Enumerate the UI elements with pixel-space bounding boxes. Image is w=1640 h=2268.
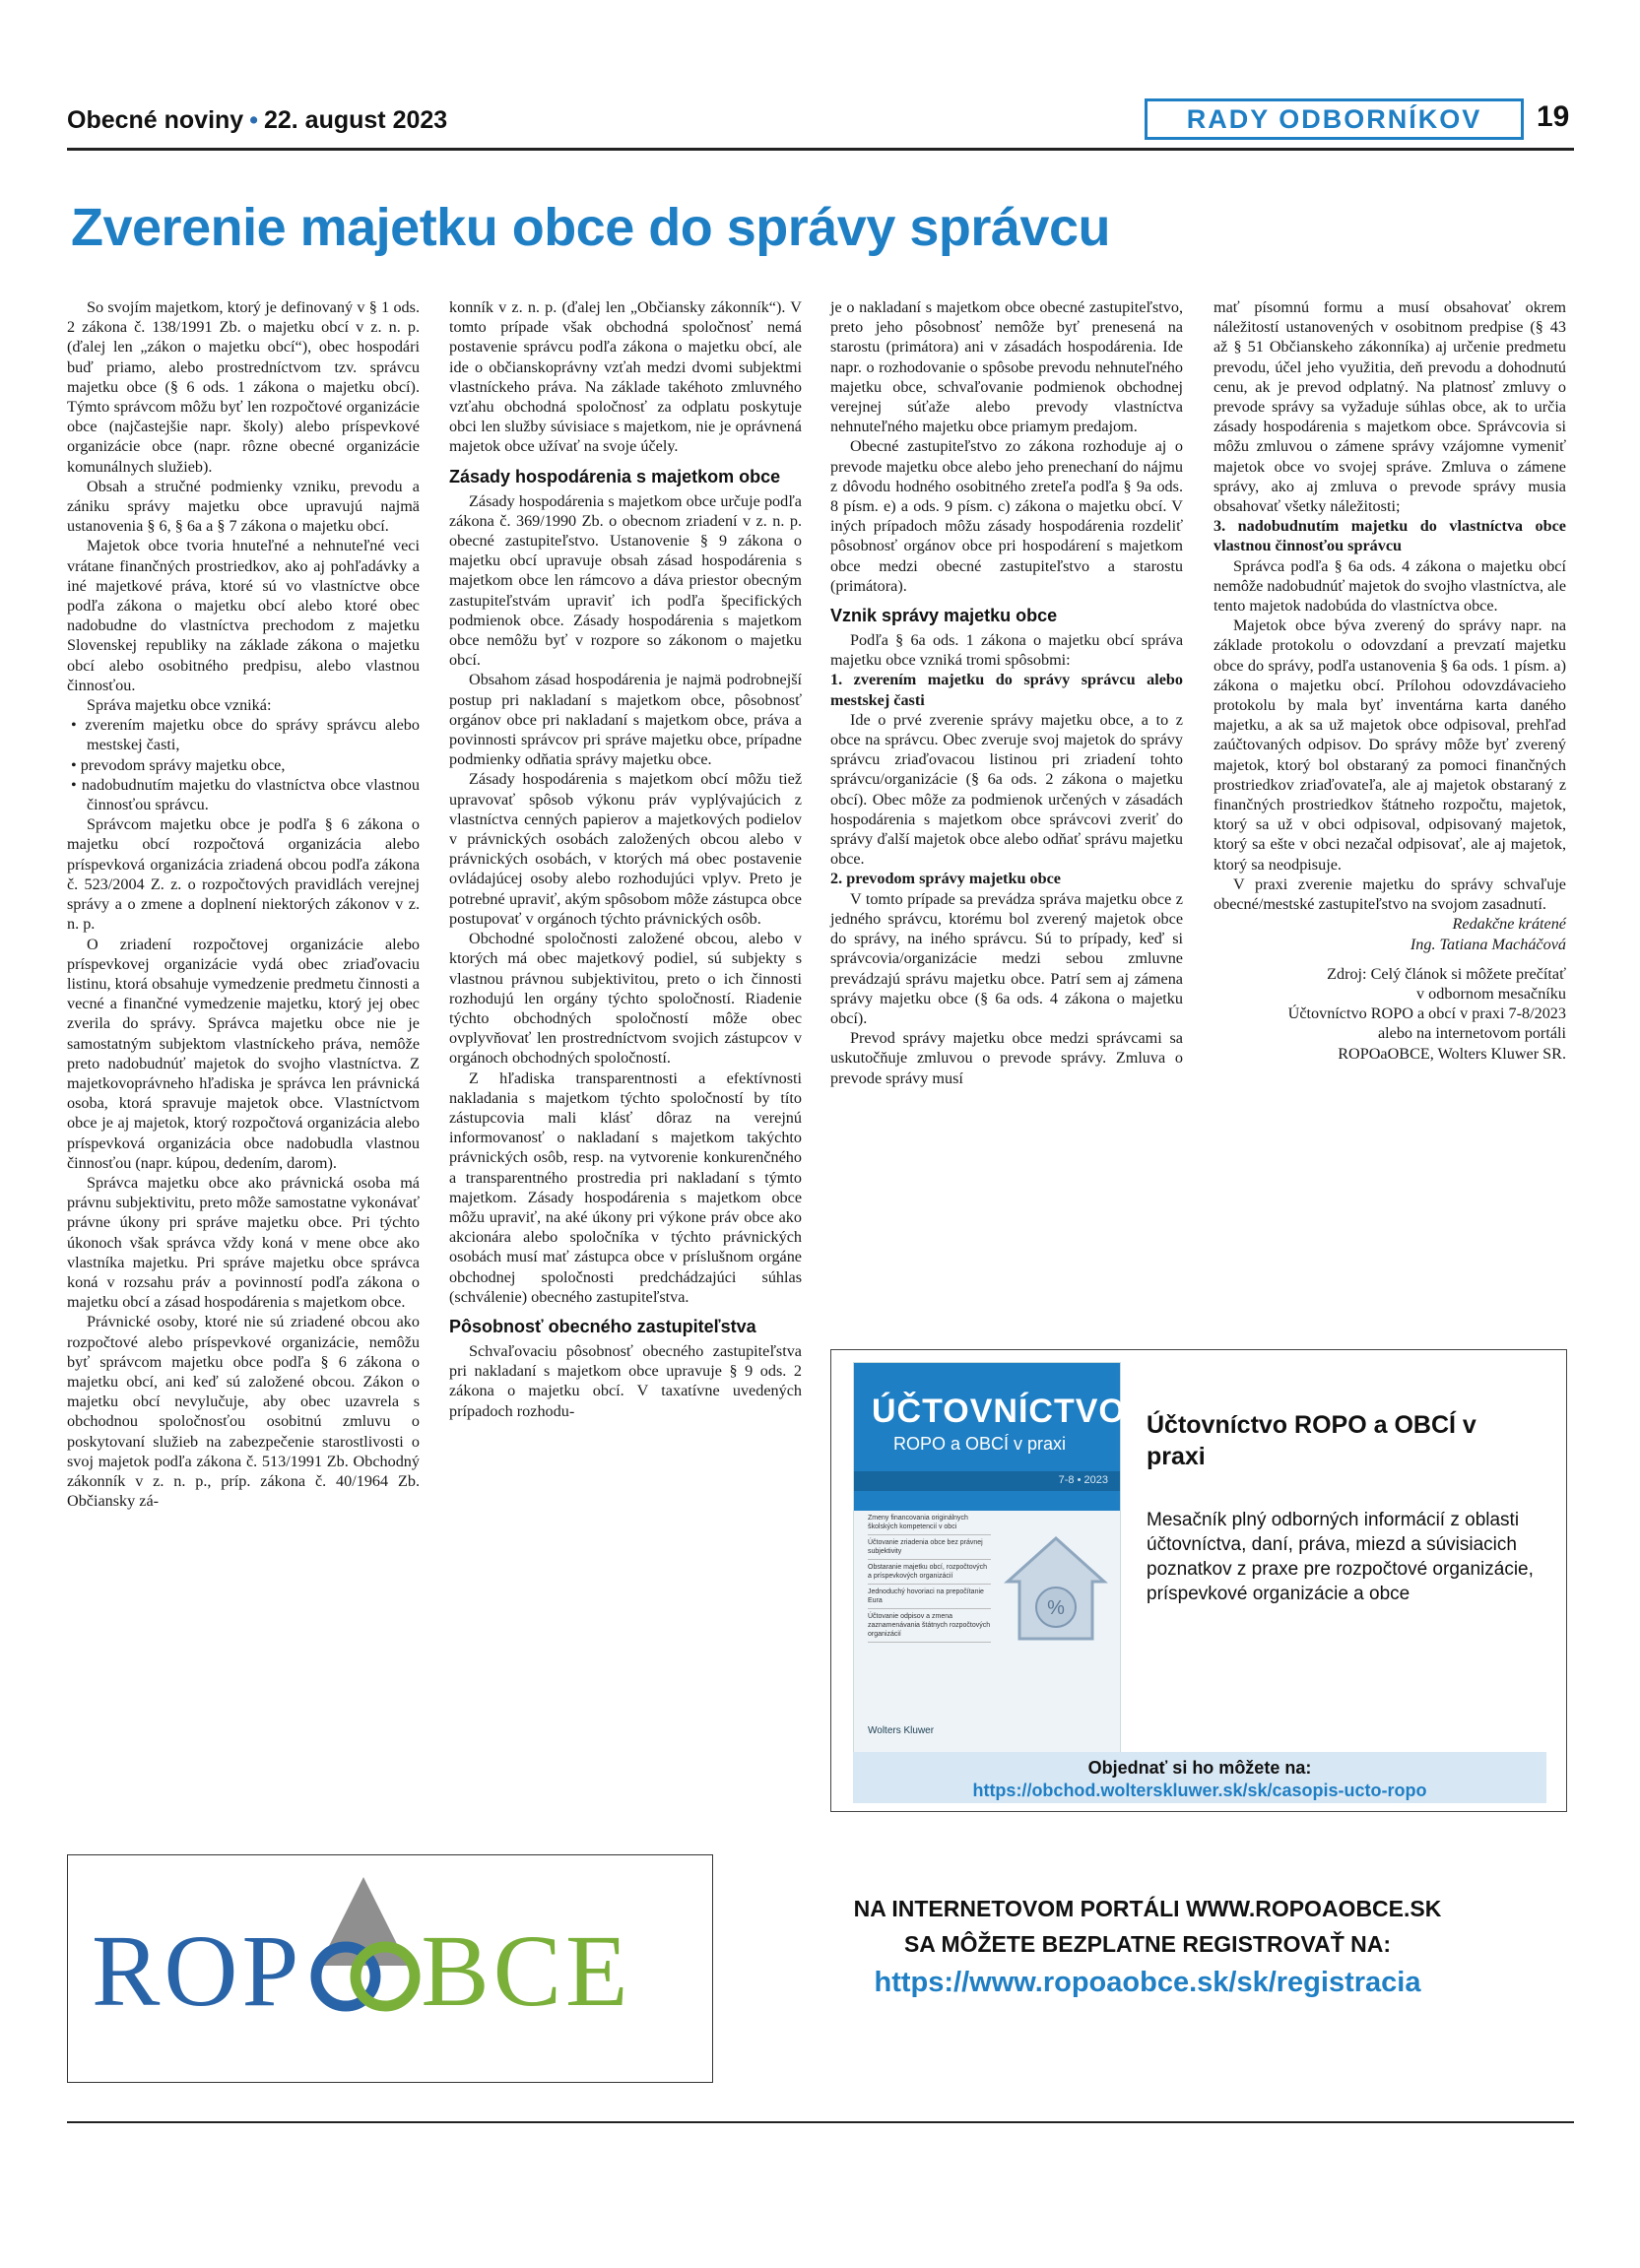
- editor-note: Redakčne krátené: [1452, 915, 1566, 934]
- paragraph: Prevod správy majetku obce medzi správcami sa uskutočňuje zmluvou o prevode správy. Zmluva o prevode správy musí: [830, 1029, 1183, 1087]
- ad-description: Mesačník plný odborných informácií z oblasti účtovníctva, daní, práva, miezd a súvisiacich poznatkov z praxe pre rozpočtové organizácie, príspevkové organizácie a obce: [1147, 1510, 1534, 1604]
- cover-contents: [868, 1511, 991, 1643]
- paragraph: Obsahom zásad hospodárenia je najmä podrobnejší postup pri nakladaní s majetkom obce, pôsobnosť orgánov obce pri nakladaní s majetkom obce, práva a povinnosti správcov pri správe majetku obce, prípadne podmienky odňatia správy majetku obce.: [449, 671, 802, 769]
- paragraph: V tomto prípade sa prevádza správa majetku obce z jedného správcu, ktorému bol zverený majetok obce do správy, na iného správcu. Sú to prípady, keď si správcovia/organizácie medzi sebou zmluvne prevádzajú správu majetku obce. Patrí sem aj zámena správy majetku obce (§ 6a ods. 4 zákona o majetku obcí).: [830, 889, 1183, 1027]
- paragraph: Obsah a stručné podmienky vzniku, prevodu a zániku správy majetku obce upravujú najmä ustanovenia § 6, § 6a a § 7 zákona o majetku obcí.: [67, 477, 420, 536]
- paragraph: O zriadení rozpočtovej organizácie alebo príspevkovej organizácie vydá obec zriaďovaciu listinu, ktorá obsahuje vymedzenie predmetu činnosti a vecné a finančné vymedzenie majetku, ktorý jej obec zverila do správy. Správca majetku obce nie je samostatným subjektom vlastníckeho práva, nemôže preto nadobudnúť majetok do svojho vlastníctva. Z majetkovoprávneho hľadiska je správca len právnická osoba, ktorá spravuje majetok obce. Vlastníctvom obce je aj majetok, ktorý rozpočtová organizácia alebo príspevková organizácia obce nadobudla vlastnou činnosťou (napr. kúpou, dedením, darom).: [67, 935, 420, 1172]
- source-line: ROPOaOBCE, Wolters Kluwer SR.: [1338, 1044, 1566, 1063]
- cover-item: Obstaranie majetku obcí, rozpočtových a príspevkových organizácií: [868, 1560, 991, 1585]
- article-column-3: [830, 297, 1183, 1088]
- article-column-4: [1214, 297, 1566, 1064]
- paragraph: So svojím majetkom, ktorý je definovaný v § 1 ods. 2 zákona č. 138/1991 Zb. o majetku obcí v z. n. p. (ďalej len „zákon o majetku obcí“), obec hospodári buď priamo, alebo prostredníctvom tzv. správcu majetku obce (§ 6 ods. 1 zákona o majetku obcí). Týmto správcom môžu byť len rozpočtové organizácie obce (najčastejšie napr. školy) alebo príspevkové organizácie obce (napr. rôzne obecné organizácie komunálnych služieb).: [67, 298, 420, 476]
- source-line: Zdroj: Celý článok si môžete prečítať: [1327, 964, 1566, 983]
- paper-name: Obecné noviny: [67, 106, 244, 134]
- cover-publisher: Wolters Kluwer: [868, 1725, 935, 1736]
- paragraph: Zásady hospodárenia s majetkom obcí môžu tiež upravovať spôsob výkonu práv vyplývajúcich z vlastníctva cenných papierov a majetkových podielov v právnických osobách založených obcou alebo v právnických osobách, v ktorých má obec postavenie ovládajúcej osoby alebo rozhodujúci vplyv. Preto je potrebné upraviť, akým spôsobom môže zástupca obce postupovať v orgánoch týchto právnických osôb.: [449, 770, 802, 928]
- paragraph: Správcom majetku obce je podľa § 6 zákona o majetku obcí rozpočtová organizácia alebo príspevková organizácia zriadená obcou podľa zákona č. 523/2004 Z. z. o rozpočtových pravidlách verejnej správy a o zmene a doplnení niektorých zákonov v z. n. p.: [67, 815, 420, 934]
- article-column-2: [449, 297, 802, 1421]
- list-item: • nadobudnutím majetku do vlastníctva obce vlastnou činnosťou správcu.: [71, 775, 420, 814]
- paragraph: Obecné zastupiteľstvo zo zákona rozhoduje aj o prevode majetku obce alebo jeho prenechaní do nájmu z dôvodu hodného osobitného zreteľa podľa § 9a ods. 8 písm. e) a ods. 9 písm. c) zákona o majetku obcí. V iných prípadoch môžu zásady hospodárenia rozdeliť pôsobnosť orgánov obce pri hospodárení s majetkom obce medzi obecné zastupiteľstvo a starostu (primátora).: [830, 437, 1183, 595]
- paragraph: Správa majetku obce vzniká:: [87, 696, 272, 715]
- numbered-item: 2. prevodom správy majetku obce: [830, 870, 1061, 888]
- logo-left: ROP: [92, 1914, 303, 2028]
- paragraph: mať písomnú formu a musí obsahovať okrem náležitostí ustanovených v osobitnom predpise (§ 43 až § 51 Občianskeho zákonníka) aj určenie predmetu prevodu, účel jeho využitia, deň prevodu a dohodnutú cenu, ak je prevod odplatný. Na platnosť zmluvy o prevode správy sa vyžaduje súhlas obce, ak to určia zásady hospodárenia s majetkom obce. Správcovia si môžu zmluvou o zámene správy vzájomne vymeniť majetok obce vo svojej správe. Zmluva o zámene správy, ako aj zmluva o prevode správy musia obsahovať všetky náležitosti;: [1214, 298, 1566, 516]
- paragraph: Majetok obce tvoria hnuteľné a nehnuteľné veci vrátane finančných prostriedkov, ako aj pohľadávky a iné majetkové práva, ktoré sú vo vlastníctve obce podľa zákona o majetku obcí alebo ktoré obec nadobudne do vlastníctva prechodom z majetku Slovenskej republiky na základe zákona o majetku obcí alebo osobitného predpisu, alebo vlastnou činnosťou.: [67, 537, 420, 694]
- magazine-ad: [830, 1349, 1567, 1812]
- paragraph: Ide o prvé zverenie správy majetku obce, a to z obce na správcu. Obec zveruje svoj majetok do správy správcu zriaďovacou listinou pri zriadení tohto správcu/organizácie (§ 6a ods. 2 zákona o majetku obcí). Obec môže za podmienok určených v zásadách hospodárenia s majetkom obce správcovi zveriť do správy ďalší majetok obce alebo odňať správu majetku obce.: [830, 710, 1183, 869]
- subheading: Pôsobnosť obecného zastupiteľstva: [449, 1316, 756, 1336]
- cover-subtitle: ROPO a OBCÍ v praxi: [893, 1434, 1067, 1454]
- svg-text:%: %: [1047, 1597, 1065, 1619]
- paragraph: Správca majetku obce ako právnická osoba má právnu subjektivitu, preto môže samostatne vykonávať právne úkony pri správe majetku obce. Pri týchto úkonoch však správca vždy koná v mene obce ako vlastníka majetku. Pri správe majetku obce správca koná v rozsahu práv a povinností podľa zákona o majetku obcí a zásad hospodárenia s majetkom obce.: [67, 1173, 420, 1312]
- article-column-1: [67, 297, 420, 1511]
- source-line: alebo na internetovom portáli: [1377, 1024, 1566, 1043]
- cover-item: Zmeny financovania originálnych školských kompetencií v obci: [868, 1511, 991, 1535]
- source-line: Účtovníctvo ROPO a obcí v praxi 7-8/2023: [1287, 1004, 1566, 1023]
- cover-item: Jednoduchý hovoriaci na prepočítanie Eura: [868, 1585, 991, 1609]
- paragraph: V praxi zverenie majetku do správy schvaľuje obecné/mestské zastupiteľstvo na svojom zasadnutí.: [1214, 875, 1566, 914]
- order-box: [853, 1752, 1546, 1803]
- cover-item: Účtovanie zriadenia obce bez právnej subjektivity: [868, 1535, 991, 1560]
- list-item: • prevodom správy majetku obce,: [71, 755, 286, 774]
- registration-link[interactable]: https://www.ropoaobce.sk/sk/registracia: [874, 1967, 1421, 1998]
- paragraph: Z hľadiska transparentnosti a efektívnosti nakladania s majetkom týchto spoločností by títo zástupcovia mali klásť dôraz na verejnú informovanosť o nakladaní s majetkom takýchto právnických osôb, resp. na vytvorenie konkurenčného a transparentného prostredia pri nakladaní s týmto majetkom. Zásady hospodárenia s majetkom obce môžu upraviť, na aké úkony pri výkone práv obce ako akcionára alebo spoločníka v týchto právnických osobách musí mať zástupca obce v príslušnom orgáne obchodnej spoločnosti predchádzajúci súhlas (schválenie) obecného zastupiteľstva.: [449, 1069, 802, 1306]
- numbered-item: 1. zverením majetku do správy správcu alebo mestskej časti: [830, 671, 1183, 709]
- order-link[interactable]: https://obchod.wolterskluwer.sk/sk/casopis-ucto-ropo: [972, 1781, 1427, 1800]
- house-icon: [1002, 1530, 1110, 1649]
- paragraph: Podľa § 6a ods. 1 zákona o majetku obcí správa majetku obce vzniká tromi spôsobmi:: [830, 631, 1183, 670]
- cover-issue: 7-8 • 2023: [1058, 1474, 1108, 1486]
- article-title: Zverenie majetku obce do správy správcu: [71, 198, 1110, 257]
- paragraph: Obchodné spoločnosti založené obcou, alebo v ktorých má obec majetkový podiel, sú subjekty s vlastnou právnou subjektivitou, preto o ich činnosti rozhodujú len orgány týchto spoločností. Riadenie týchto obchodných spoločností môže obec ovplyvňovať len prostredníctvom svojich zástupcov v orgánoch obchodných spoločností.: [449, 930, 802, 1068]
- header-rule: [67, 148, 1574, 151]
- issue-date: 22. august 2023: [263, 106, 448, 134]
- paragraph: Právnické osoby, ktoré nie sú zriadené obcou ako rozpočtové alebo príspevkové organizácie, nemôžu byť správcom majetku obce podľa § 6 zákona o majetku obcí, ani keď sú založené obcou. Zákon o majetku obcí nevylučuje, aby obec uzavrela s obchodnou spoločnosťou osobitnú zmluvu o poskytovaní služieb na zabezpečenie starostlivosti o svoj majetok podľa zákona č. 513/1991 Zb. Obchodný zákonník v z. n. p., príp. zákona č. 40/1964 Zb. Občiansky zá-: [67, 1313, 420, 1511]
- promo-line: NA INTERNETOVOM PORTÁLI WWW.ROPOAOBCE.SK: [853, 1896, 1442, 1921]
- list-item: • zverením majetku obce do správy správcu alebo mestskej časti,: [71, 716, 420, 754]
- logo-right: BCE: [421, 1914, 632, 2028]
- paragraph: konník v z. n. p. (ďalej len „Občiansky zákonník“). V tomto prípade však obchodná spoločnosť nemá postavenie správcu podľa zákona o majetku obcí, ale ide o občianskoprávny vzťah medzi dvomi subjektmi vlastníckeho práva. Na základe takéhoto zmluvného vzťahu obchodná spoločnosť za odplatu poskytuje obci len služby súvisiace s majetkom, nie je oprávnená majetok obce užívať na svoje účely.: [449, 298, 802, 456]
- author-name: Ing. Tatiana Macháčová: [1410, 935, 1566, 953]
- page-number: 19: [1537, 100, 1570, 133]
- magazine-cover: [853, 1362, 1126, 1758]
- cover-item: Účtovanie odpisov a zmena zaznamenávania štátnych rozpočtových organizácií: [868, 1609, 991, 1643]
- ropoaobce-logo-box: [67, 1854, 713, 2083]
- paragraph: je o nakladaní s majetkom obce obecné zastupiteľstvo, preto jeho pôsobnosť nemôže byť prenesená na starostu (primátora) ani v zásadách hospodárenia. Ide napr. o rozhodovanie o spôsobe prevodu nehnuteľného majetku obce, schvaľovanie podmienok obchodnej verejnej súťaže alebo prevody vlastníctva nehnuteľného majetku obce priamym predajom.: [830, 298, 1183, 436]
- cover-issue-bar: [854, 1471, 1120, 1491]
- paragraph: Schvaľovaciu pôsobnosť obecného zastupiteľstva pri nakladaní s majetkom obce upravuje § 9 ods. 2 zákona o majetku obcí. V taxatívne uvedených prípadoch rozhodu-: [449, 1341, 802, 1420]
- numbered-item: 3. nadobudnutím majetku do vlastníctva obce vlastnou činnosťou správcu: [1214, 517, 1566, 555]
- promo-line: SA MÔŽETE BEZPLATNE REGISTROVAŤ NA:: [903, 1931, 1392, 1957]
- paragraph: Majetok obce býva zverený do správy napr. na základe protokolu o odovzdaní a prevzatí majetku obce do správy, podľa ustanovenia § 6a ods. 1 písm. a) zákona o majetku obcí. Prílohou odovzdávacieho protokolu by mala byť inventárna karta daného majetku, a ak sa už majetok obce odpisoval, prehľad zaúčtovaných odpisov. Do správy môže byť zverený majetok, ktorý bol obstaraný za pomoci finančných prostriedkov zriaďovateľa, ale aj majetok obstaraný z finančných prostriedkov štátneho rozpočtu, majetok, ktorý sa už v obci odpisoval, odpisovaný majetok, ktorý sa ešte v obci nezačal odpisovať, ale aj majetok, ktorý sa neodpisuje.: [1214, 616, 1566, 874]
- source-line: v odbornom mesačníku: [1416, 984, 1566, 1003]
- paragraph: Správca podľa § 6a ods. 4 zákona o majetku obcí nemôže nadobudnúť majetok do svojho vlastníctva, ale tento majetok nadobúda do vlastníctva obce.: [1214, 556, 1567, 616]
- masthead: [67, 106, 447, 135]
- ad-title: Účtovníctvo ROPO a OBCÍ v praxi: [1147, 1411, 1476, 1470]
- paragraph: Zásady hospodárenia s majetkom obce určuje podľa zákona č. 369/1990 Zb. o obecnom zriadení v z. n. p. obecné zastupiteľstvo. Ustanovenie § 9 zákona o majetku obcí upravuje obsah zásad hospodárenia s majetkom obce len rámcovo a dáva priestor obecným zastupiteľstvám upraviť ich podľa špecifických podmienok obce. Zásady hospodárenia s majetkom obce nemôžu byť v rozpore so zákonom o majetku obcí.: [449, 491, 802, 670]
- subheading: Vznik správy majetku obce: [830, 606, 1058, 626]
- section-label: RADY ODBORNÍKOV: [1145, 98, 1524, 140]
- registration-promo: [729, 1891, 1566, 2003]
- order-label: Objednať si ho môžete na:: [1087, 1758, 1312, 1778]
- footer-rule: [67, 2121, 1574, 2123]
- separator-dot: •: [249, 106, 258, 134]
- cover-title: ÚČTOVNÍCTVO: [872, 1393, 1126, 1430]
- subheading: Zásady hospodárenia s majetkom obce: [449, 466, 781, 486]
- logo-wordmark: [92, 1912, 632, 2030]
